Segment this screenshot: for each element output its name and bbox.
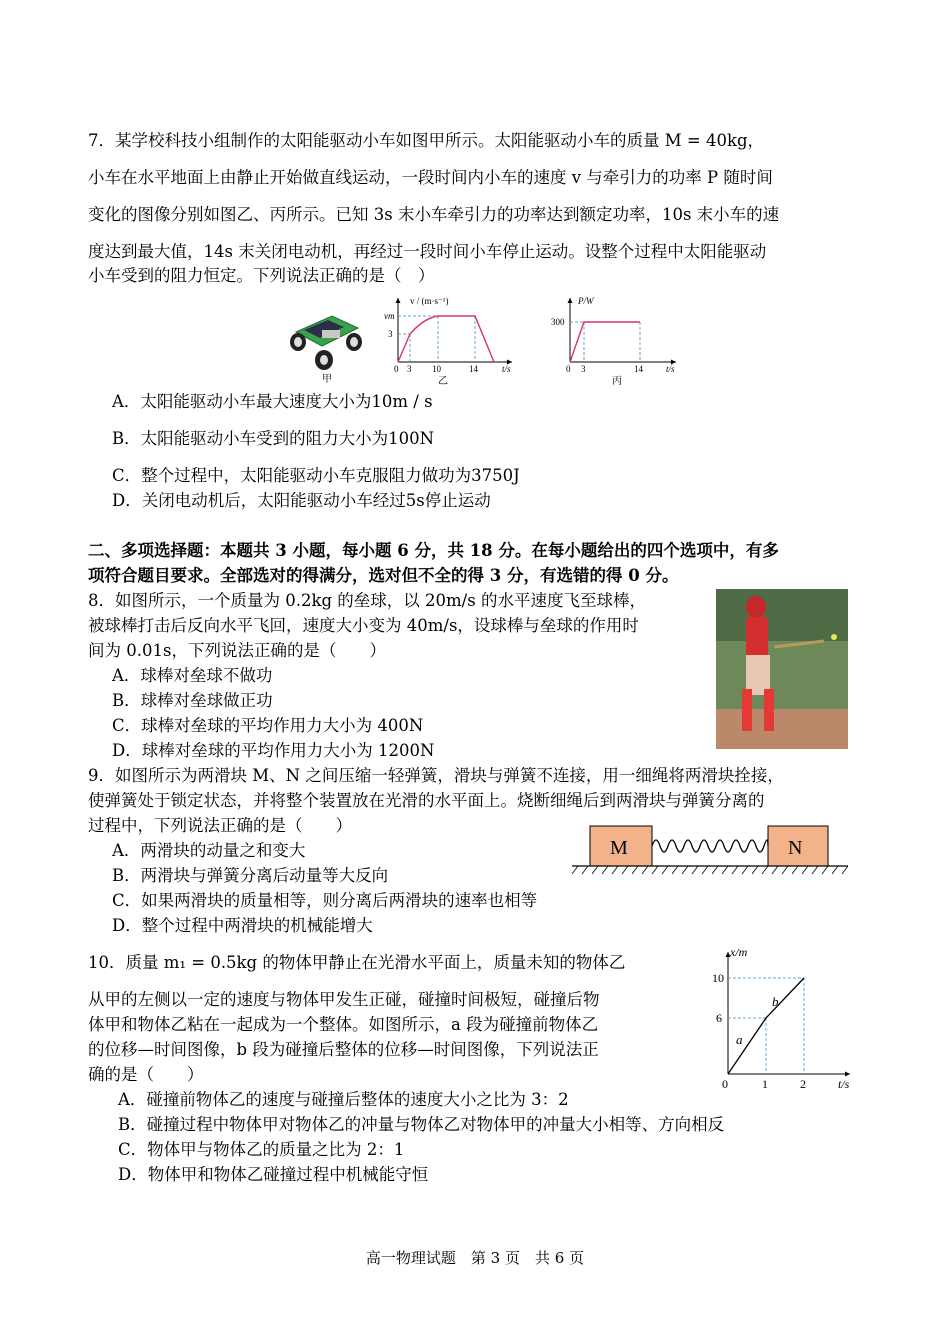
solar-car-image — [282, 302, 372, 386]
block-n-label: N — [788, 837, 803, 859]
q10-line: 确的是（ ） — [88, 1065, 204, 1084]
q10-line: 10．质量 m₁ = 0.5kg 的物体甲静止在光滑水平面上，质量未知的物体乙 — [88, 953, 626, 972]
q8-option-c[interactable]: C．球棒对垒球的平均作用力大小为 400N — [112, 716, 424, 735]
q10-option-c[interactable]: C．物体甲与物体乙的质量之比为 2：1 — [118, 1140, 405, 1159]
q8-option-b[interactable]: B．球棒对垒球做正功 — [112, 691, 273, 710]
series-v-curve — [398, 316, 494, 362]
q9-line: 过程中，下列说法正确的是（ ） — [88, 816, 352, 835]
q7-line: 小车在水平地面上由静止开始做直线运动，一段时间内小车的速度 v 与牵引力的功率 P 随时间 — [88, 168, 773, 187]
figure-jia-solar-car — [282, 302, 372, 386]
fig-label-yi: 乙 — [438, 376, 448, 387]
x-tick-14: 14 — [634, 364, 643, 374]
q8-option-a[interactable]: A．球棒对垒球不做功 — [112, 666, 273, 685]
x-axis-label: t/s — [838, 1077, 850, 1091]
y-axis-label: v / (m·s⁻¹) — [410, 296, 449, 306]
y-axis-label: x/m — [730, 945, 748, 959]
x-tick-14: 14 — [469, 364, 478, 374]
x-tick-3: 3 — [581, 364, 586, 374]
q10-option-d[interactable]: D．物体甲和物体乙碰撞过程中机械能守恒 — [118, 1165, 429, 1184]
x-tick-0: 0 — [566, 364, 571, 374]
block-m-label: M — [610, 837, 628, 859]
q10-option-b[interactable]: B．碰撞过程中物体甲对物体乙的冲量与物体乙对物体甲的冲量大小相等、方向相反 — [118, 1115, 725, 1134]
section2-heading: 二、多项选择题：本题共 3 小题，每小题 6 分，共 18 分。在每小题给出的四个选项中，有多 — [88, 541, 779, 560]
segment-a-line — [728, 1018, 766, 1074]
series-p-line — [570, 322, 640, 362]
ground-hatch — [572, 866, 848, 874]
q10-option-a[interactable]: A．碰撞前物体乙的速度与碰撞后整体的速度大小之比为 3：2 — [118, 1090, 569, 1109]
x-tick-0: 0 — [722, 1077, 728, 1091]
spring-blocks-diagram — [572, 822, 848, 878]
figure-yi-v-t-graph — [380, 292, 520, 390]
x-tick-10: 10 — [432, 364, 441, 374]
y-tick-6: 6 — [716, 1011, 722, 1025]
q8-line: 8．如图所示，一个质量为 0.2kg 的垒球，以 20m/s 的水平速度飞至球棒， — [88, 591, 646, 610]
ball-icon — [831, 634, 837, 640]
x-tick-0: 0 — [394, 364, 399, 374]
spring-icon — [652, 840, 768, 852]
q7-line: 度达到最大值，14s 末关闭电动机，再经过一段时间小车停止运动。设整个过程中太阳能驱动 — [88, 242, 767, 261]
segment-b-label: b — [772, 994, 779, 1009]
y-axis-label: P/W — [578, 296, 594, 306]
fig-label-bing: 丙 — [612, 376, 622, 387]
softball-batter-photo — [716, 589, 848, 749]
fig-label-jia: 甲 — [322, 374, 332, 385]
guide-lines — [570, 322, 640, 362]
q7-line: 小车受到的阻力恒定。下列说法正确的是（ ） — [88, 266, 435, 285]
q10-line: 体甲和物体乙粘在一起成为一个整体。如图所示，a 段为碰撞前物体乙 — [88, 1015, 599, 1034]
section2-heading-cont: 项符合题目要求。全部选对的得满分，选对但不全的得 3 分，有选错的得 0 分。 — [88, 566, 679, 585]
page-footer: 高一物理试题 第 3 页 共 6 页 — [365, 1249, 585, 1267]
x-tick-3: 3 — [407, 364, 412, 374]
q10-line: 的位移—时间图像，b 段为碰撞后整体的位移—时间图像，下列说法正 — [88, 1040, 599, 1059]
x-tick-1: 1 — [762, 1077, 768, 1091]
q8-line: 间为 0.01s，下列说法正确的是（ ） — [88, 641, 386, 660]
y-tick-300: 300 — [551, 317, 565, 327]
q9-option-b[interactable]: B．两滑块与弹簧分离后动量等大反向 — [112, 866, 389, 885]
q7-option-d[interactable]: D．关闭电动机后，太阳能驱动小车经过5s停止运动 — [112, 491, 491, 510]
segment-a-label: a — [736, 1032, 743, 1047]
q9-line: 使弹簧处于锁定状态，并将整个装置放在光滑的水平面上。烧断细绳后到两滑块与弹簧分离的 — [88, 791, 765, 810]
q9-option-c[interactable]: C．如果两滑块的质量相等，则分离后两滑块的速率也相等 — [112, 891, 538, 910]
q8-option-d[interactable]: D．球棒对垒球的平均作用力大小为 1200N — [112, 741, 435, 760]
q8-line: 被球棒打击后反向水平飞回，速度大小变为 40m/s，设球棒与垒球的作用时 — [88, 616, 639, 635]
x-tick-2: 2 — [800, 1077, 806, 1091]
q10-line: 从甲的左侧以一定的速度与物体甲发生正碰，碰撞时间极短，碰撞后物 — [88, 990, 600, 1009]
q7-option-b[interactable]: B．太阳能驱动小车受到的阻力大小为100N — [112, 429, 435, 448]
q7-line: 变化的图像分别如图乙、丙所示。已知 3s 末小车牵引力的功率达到额定功率，10s 末小车的速 — [88, 205, 780, 224]
q7-line: 7．某学校科技小组制作的太阳能驱动小车如图甲所示。太阳能驱动小车的质量 M = 40kg， — [88, 131, 765, 150]
guide-lines — [728, 978, 804, 1074]
q9-option-a[interactable]: A．两滑块的动量之和变大 — [112, 841, 306, 860]
q9-option-d[interactable]: D．整个过程中两滑块的机械能增大 — [112, 916, 373, 935]
q7-option-a[interactable]: A．太阳能驱动小车最大速度大小为10m / s — [112, 392, 433, 411]
x-axis-label: t/s — [666, 364, 675, 374]
y-tick-3: 3 — [388, 329, 393, 339]
guide-lines — [398, 316, 475, 362]
figure-bing-p-t-graph — [548, 292, 688, 390]
x-axis-label: t/s — [502, 364, 511, 374]
q7-option-c[interactable]: C．整个过程中，太阳能驱动小车克服阻力做功为3750J — [112, 466, 520, 485]
y-tick-10: 10 — [712, 971, 724, 985]
y-tick-vm: vm — [384, 311, 395, 321]
figure-x-t-graph — [700, 940, 860, 1092]
q9-line: 9．如图所示为两滑块 M、N 之间压缩一轻弹簧，滑块与弹簧不连接，用一细绳将两滑块拴接， — [88, 766, 784, 785]
